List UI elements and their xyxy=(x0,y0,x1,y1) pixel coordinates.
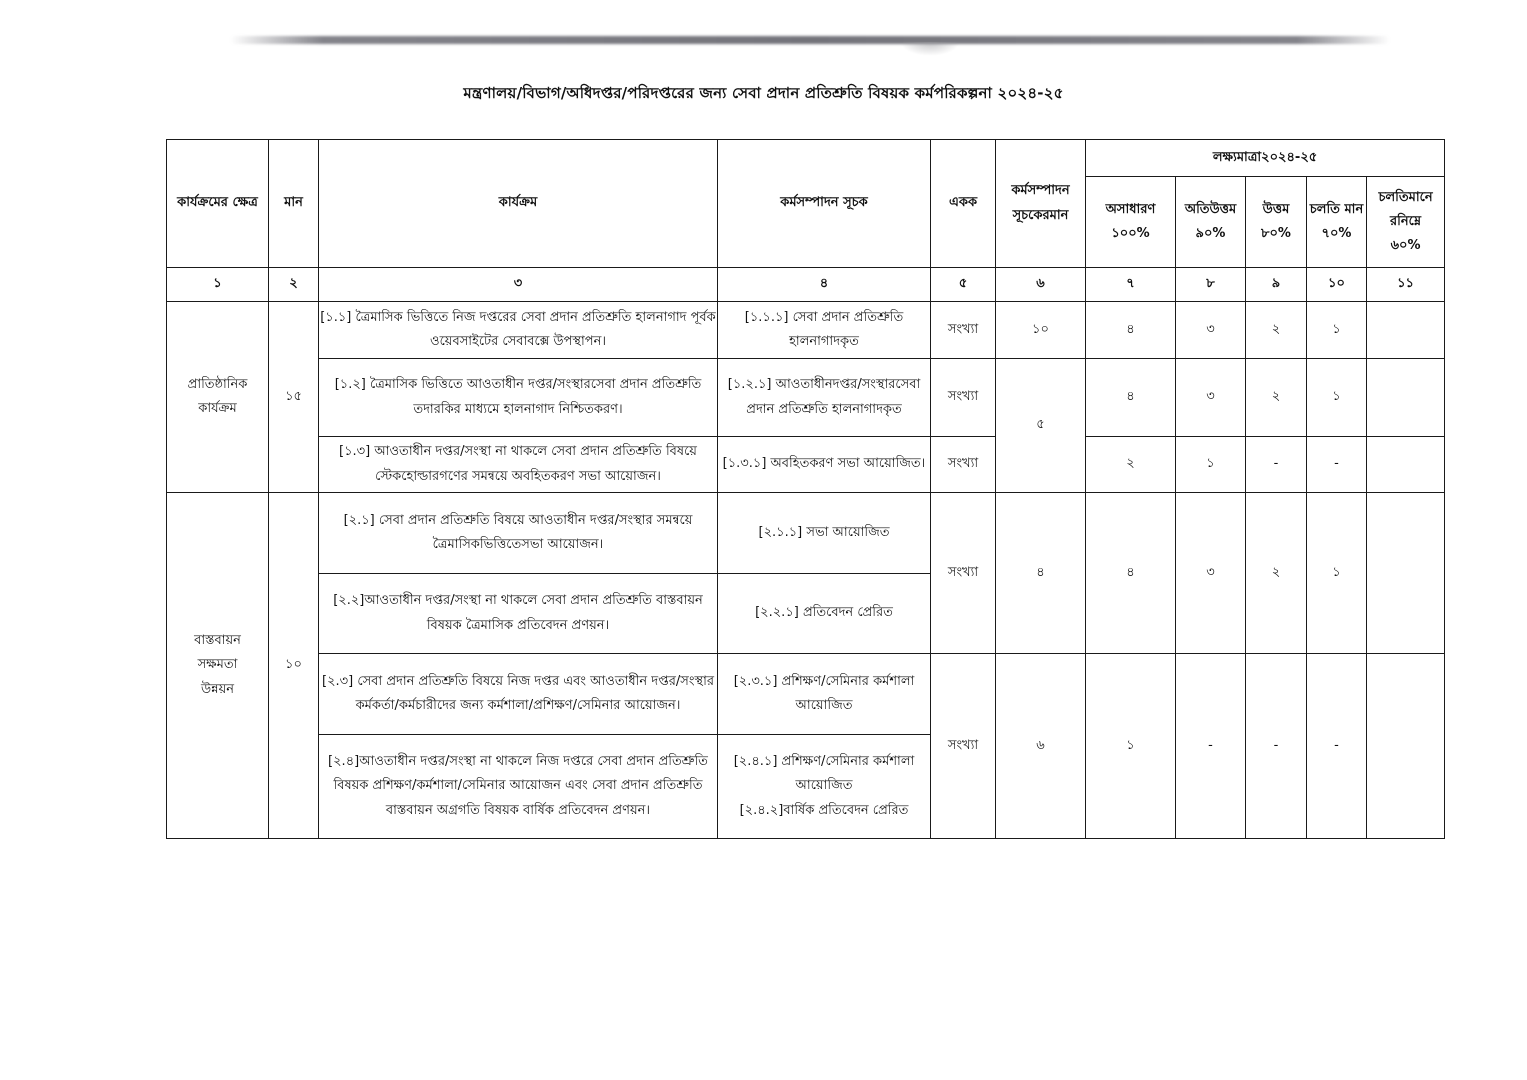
target-cell: - xyxy=(1307,437,1367,493)
unit-cell: সংখ্যা xyxy=(931,654,996,839)
column-number: ৩ xyxy=(319,268,718,302)
column-number: ১ xyxy=(167,268,269,302)
target-cell: ৩ xyxy=(1176,493,1246,654)
target-cell: ১ xyxy=(1086,654,1176,839)
header-target-below-current: চলতিমানে রনিম্নে ৬০% xyxy=(1367,177,1445,268)
target-cell xyxy=(1367,302,1445,359)
header-activity: কার্যক্রম xyxy=(319,140,718,268)
indicator-cell: [২.২.১] প্রতিবেদন প্রেরিত xyxy=(718,574,931,654)
unit-cell: সংখ্যা xyxy=(931,437,996,493)
target-cell: ২ xyxy=(1246,359,1307,437)
column-number: ৪ xyxy=(718,268,931,302)
header-area: কার্যক্রমের ক্ষেত্র xyxy=(167,140,269,268)
indicator-cell: [১.১.১] সেবা প্রদান প্রতিশ্রুতি হালনাগাদকৃত xyxy=(718,302,931,359)
table-row xyxy=(167,437,1445,493)
target-cell: - xyxy=(1246,437,1307,493)
header-indicator-weight: কর্মসম্পাদন সূচকেরমান xyxy=(996,140,1086,268)
indicator-weight-cell: ১০ xyxy=(996,302,1086,359)
target-cell: ৩ xyxy=(1176,302,1246,359)
target-cell: ২ xyxy=(1246,302,1307,359)
indicator-cell: [১.৩.১] অবহিতকরণ সভা আয়োজিত। xyxy=(718,437,931,493)
table-row xyxy=(167,493,1445,574)
activity-cell: [২.৩] সেবা প্রদান প্রতিশ্রুতি বিষয়ে নিজ দপ্তর এবং আওতাধীন দপ্তর/সংস্থার কর্মকর্তা/কর্মচারীদের জন্য কর্মশালা/প্রশিক্ষণ/সেমিনার আয়োজন। xyxy=(319,654,718,735)
activity-cell: [২.১] সেবা প্রদান প্রতিশ্রুতি বিষয়ে আওতাধীন দপ্তর/সংস্থার সমন্বয়ে ত্রৈমাসিকভিত্তিতেসভা আয়োজন। xyxy=(319,493,718,574)
unit-cell: সংখ্যা xyxy=(931,359,996,437)
activity-cell: [২.৪]আওতাধীন দপ্তর/সংস্থা না থাকলে নিজ দপ্তরে সেবা প্রদান প্রতিশ্রুতি বিষয়ক প্রশিক্ষণ/কর্মশালা/সেমিনার আয়োজন এবং সেবা প্রদান প্রতিশ্রুতি বাস্তবায়ন অগ্রগতি বিষয়ক বার্ষিক প্রতিবেদন প্রণয়ন। xyxy=(319,735,718,839)
indicator-cell xyxy=(718,735,931,839)
target-cell: ১ xyxy=(1307,359,1367,437)
indicator-weight-cell: ৪ xyxy=(996,493,1086,654)
table-row xyxy=(167,302,1445,359)
table-row xyxy=(167,359,1445,437)
target-cell: ১ xyxy=(1307,302,1367,359)
indicator-weight-cell: ৫ xyxy=(996,359,1086,493)
target-cell xyxy=(1367,437,1445,493)
scan-edge-shadow xyxy=(230,36,1390,44)
column-number: ৬ xyxy=(996,268,1086,302)
indicator-weight-cell: ৬ xyxy=(996,654,1086,839)
activity-cell: [১.২] ত্রৈমাসিক ভিত্তিতে আওতাধীন দপ্তর/সংস্থারসেবা প্রদান প্রতিশ্রুতি তদারকির মাধ্যমে হালনাগাদ নিশ্চিতকরণ। xyxy=(319,359,718,437)
indicator-line: [২.৪.২]বার্ষিক প্রতিবেদন প্রেরিত xyxy=(739,802,909,818)
indicator-cell: [২.১.১] সভা আয়োজিত xyxy=(718,493,931,574)
target-cell xyxy=(1367,654,1445,839)
table-row xyxy=(167,654,1445,735)
column-number: ২ xyxy=(269,268,319,302)
header-target-excellent: অসাধারণ ১০০% xyxy=(1086,177,1176,268)
header-target-good: উত্তম ৮০% xyxy=(1246,177,1307,268)
target-cell: ২ xyxy=(1086,437,1176,493)
unit-cell: সংখ্যা xyxy=(931,302,996,359)
target-cell xyxy=(1367,493,1445,654)
indicator-cell: [১.২.১] আওতাধীনদপ্তর/সংস্থারসেবা প্রদান প্রতিশ্রুতি হালনাগাদকৃত xyxy=(718,359,931,437)
header-target-very-good: অতিউত্তম ৯০% xyxy=(1176,177,1246,268)
activity-cell: [১.৩] আওতাধীন দপ্তর/সংস্থা না থাকলে সেবা প্রদান প্রতিশ্রুতি বিষয়ে স্টেকহোল্ডারগণের সমন্বয়ে অবহিতকরণ সভা আয়োজন। xyxy=(319,437,718,493)
header-target-current: চলতি মান ৭০% xyxy=(1307,177,1367,268)
header-row-1 xyxy=(167,140,1445,177)
column-number: ৫ xyxy=(931,268,996,302)
target-cell: ৪ xyxy=(1086,493,1176,654)
target-cell: ৪ xyxy=(1086,359,1176,437)
target-cell: - xyxy=(1176,654,1246,839)
target-cell: - xyxy=(1307,654,1367,839)
target-cell: ৩ xyxy=(1176,359,1246,437)
header-indicator: কর্মসম্পাদন সূচক xyxy=(718,140,931,268)
column-number: ১১ xyxy=(1367,268,1445,302)
section-area-capacity: বাস্তবায়ন সক্ষমতা উন্নয়ন xyxy=(167,493,269,839)
target-cell: ১ xyxy=(1176,437,1246,493)
indicator-cell: [২.৩.১] প্রশিক্ষণ/সেমিনার কর্মশালা আয়োজিত xyxy=(718,654,931,735)
column-number: ৮ xyxy=(1176,268,1246,302)
column-number-row xyxy=(167,268,1445,302)
unit-cell: সংখ্যা xyxy=(931,493,996,654)
target-cell: - xyxy=(1246,654,1307,839)
header-weight: মান xyxy=(269,140,319,268)
header-target-group: লক্ষ্যমাত্রা২০২৪-২৫ xyxy=(1086,140,1445,177)
section-weight: ১৫ xyxy=(269,302,319,493)
scan-edge-shadow-fold xyxy=(900,42,960,56)
target-cell: ২ xyxy=(1246,493,1307,654)
action-plan-table xyxy=(166,139,1445,839)
target-cell xyxy=(1367,359,1445,437)
target-cell: ১ xyxy=(1307,493,1367,654)
column-number: ৭ xyxy=(1086,268,1176,302)
target-cell: ৪ xyxy=(1086,302,1176,359)
page-title: মন্ত্রণালয়/বিভাগ/অধিদপ্তর/পরিদপ্তরের জন্য সেবা প্রদান প্রতিশ্রুতি বিষয়ক কর্মপরিকল্পনা ২০২৪-২৫ xyxy=(463,84,1064,102)
activity-cell: [২.২]আওতাধীন দপ্তর/সংস্থা না থাকলে সেবা প্রদান প্রতিশ্রুতি বাস্তবায়ন বিষয়ক ত্রৈমাসিক প্রতিবেদন প্রণয়ন। xyxy=(319,574,718,654)
activity-cell: [১.১] ত্রৈমাসিক ভিত্তিতে নিজ দপ্তরের সেবা প্রদান প্রতিশ্রুতি হালনাগাদ পূর্বক ওয়েবসাইটের সেবাবক্সে উপস্থাপন। xyxy=(319,302,718,359)
section-weight: ১০ xyxy=(269,493,319,839)
section-area-institutional: প্রাতিষ্ঠানিক কার্যক্রম xyxy=(167,302,269,493)
indicator-line: [২.৪.১] প্রশিক্ষণ/সেমিনার কর্মশালা আয়োজিত xyxy=(733,754,915,794)
column-number: ১০ xyxy=(1307,268,1367,302)
header-unit: একক xyxy=(931,140,996,268)
column-number: ৯ xyxy=(1246,268,1307,302)
